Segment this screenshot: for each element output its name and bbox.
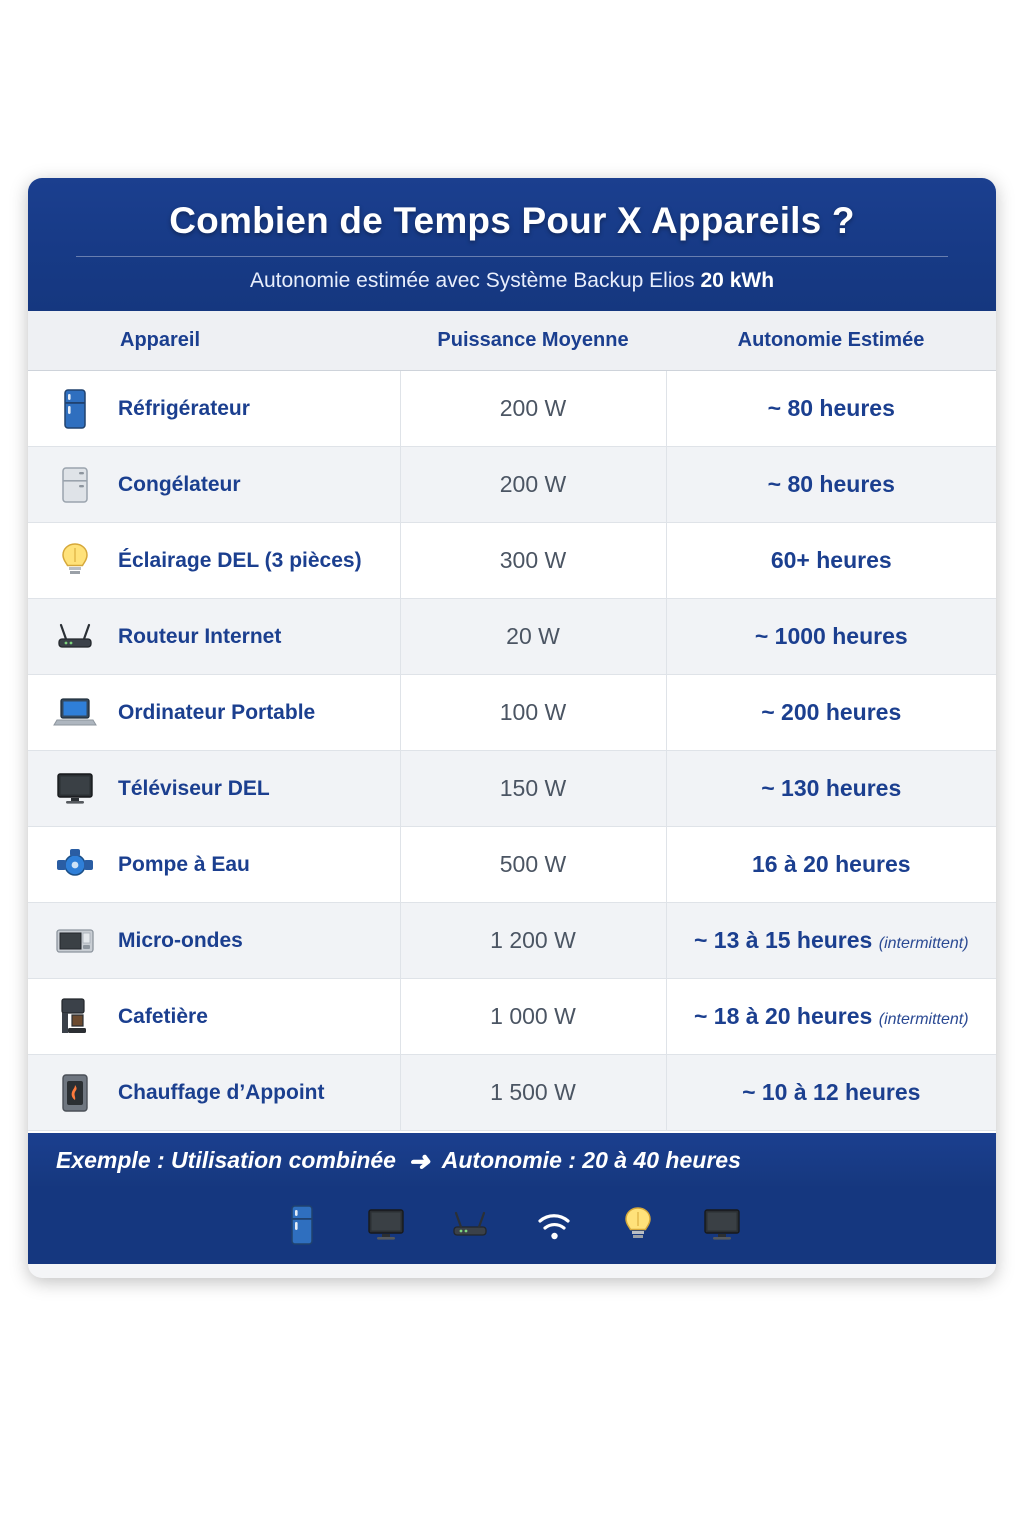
puissance-value: 200 W [499, 395, 567, 421]
table-row [28, 447, 996, 523]
cell-puissance [400, 979, 666, 1055]
refrigerator-icon [271, 1197, 333, 1253]
router-icon [439, 1197, 501, 1253]
table-header [28, 311, 996, 371]
cell-appareil [28, 371, 400, 447]
cell-appareil [28, 1055, 400, 1131]
puissance-value: 200 W [499, 471, 567, 497]
puissance-value: 300 W [499, 547, 567, 573]
infographic-card [28, 178, 996, 1278]
autonomie-note: (intermittent) [878, 935, 969, 952]
cell-appareil [28, 827, 400, 903]
autonomie-value: ~ 13 à 15 heures [693, 927, 873, 953]
appareil-label: Cafetière [118, 1004, 208, 1028]
appareil-label: Réfrigérateur [118, 396, 250, 420]
appareil-label: Routeur Internet [118, 624, 282, 648]
header-subtitle [58, 269, 966, 293]
cell-autonomie [666, 827, 996, 903]
puissance-value: 20 W [506, 623, 560, 649]
table-row [28, 599, 996, 675]
puissance-value: 1 200 W [490, 927, 576, 953]
cell-puissance [400, 523, 666, 599]
column-header-autonomie: Autonomie Estimée [666, 311, 996, 371]
television-icon [691, 1197, 753, 1253]
cell-puissance [400, 675, 666, 751]
cell-autonomie [666, 599, 996, 675]
footer-example-label: Exemple : Utilisation combinée [56, 1147, 396, 1173]
autonomie-value: ~ 1000 heures [754, 623, 908, 649]
table-row [28, 523, 996, 599]
cell-autonomie [666, 523, 996, 599]
space-heater-icon [46, 1069, 104, 1117]
refrigerator-icon [46, 385, 104, 433]
puissance-value: 1 000 W [490, 1003, 576, 1029]
appareil-label: Congélateur [118, 472, 241, 496]
cell-autonomie [666, 1055, 996, 1131]
table-row [28, 371, 996, 447]
footer-example-value: Autonomie : 20 à 40 heures [441, 1147, 741, 1173]
appareil-label: Chauffage d’Appoint [118, 1080, 325, 1104]
cell-puissance [400, 371, 666, 447]
puissance-value: 100 W [499, 699, 567, 725]
puissance-value: 500 W [499, 851, 567, 877]
table-row [28, 675, 996, 751]
autonomie-value: 60+ heures [770, 547, 892, 573]
cell-autonomie [666, 979, 996, 1055]
footer-example-bar [28, 1131, 996, 1186]
cell-appareil [28, 979, 400, 1055]
table-row [28, 979, 996, 1055]
lightbulb-icon [46, 537, 104, 585]
autonomie-value: ~ 80 heures [767, 471, 895, 497]
table-row [28, 751, 996, 827]
cell-autonomie [666, 903, 996, 979]
lightbulb-icon [607, 1197, 669, 1253]
table-header-row [28, 311, 996, 371]
autonomie-value: 16 à 20 heures [751, 851, 911, 877]
cell-puissance [400, 599, 666, 675]
cell-puissance [400, 447, 666, 523]
television-icon [355, 1197, 417, 1253]
cell-appareil [28, 751, 400, 827]
header-subtitle-text: Autonomie estimée avec Système Backup Elios [249, 269, 701, 292]
arrow-right-icon: ➜ [407, 1145, 430, 1176]
autonomie-value: ~ 10 à 12 heures [742, 1079, 921, 1105]
appareil-label: Pompe à Eau [118, 852, 250, 876]
page-title: Combien de Temps Pour X Appareils ? [169, 200, 855, 241]
cell-autonomie [666, 371, 996, 447]
column-header-puissance: Puissance Moyenne [400, 311, 666, 371]
column-header-appareil: Appareil [28, 311, 400, 371]
microwave-icon [46, 917, 104, 965]
cell-puissance [400, 903, 666, 979]
cell-autonomie [666, 675, 996, 751]
cell-puissance [400, 1055, 666, 1131]
autonomie-value: ~ 130 heures [761, 775, 902, 801]
laptop-icon [46, 689, 104, 737]
television-icon [46, 765, 104, 813]
autonomie-value: ~ 200 heures [761, 699, 902, 725]
autonomie-value: ~ 80 heures [767, 395, 895, 421]
appareil-label: Éclairage DEL (3 pièces) [118, 548, 362, 572]
cell-appareil [28, 599, 400, 675]
cell-puissance [400, 751, 666, 827]
autonomie-note: (intermittent) [878, 1011, 969, 1028]
puissance-value: 1 500 W [490, 1079, 576, 1105]
cell-autonomie [666, 751, 996, 827]
appareil-label: Micro-ondes [118, 928, 243, 952]
autonomy-table [28, 311, 996, 1131]
table-row [28, 903, 996, 979]
card-header [28, 178, 996, 311]
cell-appareil [28, 523, 400, 599]
table-row [28, 1055, 996, 1131]
table-body [28, 371, 996, 1131]
wifi-icon [523, 1197, 585, 1253]
cell-autonomie [666, 447, 996, 523]
table-row [28, 827, 996, 903]
cell-appareil [28, 447, 400, 523]
appareil-label: Téléviseur DEL [118, 776, 270, 800]
autonomie-value: ~ 18 à 20 heures [693, 1003, 873, 1029]
freezer-icon [46, 461, 104, 509]
cell-appareil [28, 675, 400, 751]
header-divider [76, 256, 948, 257]
puissance-value: 150 W [499, 775, 567, 801]
router-icon [46, 613, 104, 661]
header-subtitle-capacity: 20 kWh [700, 269, 775, 292]
coffee-maker-icon [46, 993, 104, 1041]
appareil-label: Ordinateur Portable [118, 700, 316, 724]
footer-icon-strip [28, 1186, 996, 1264]
cell-puissance [400, 827, 666, 903]
water-pump-icon [46, 841, 104, 889]
cell-appareil [28, 903, 400, 979]
